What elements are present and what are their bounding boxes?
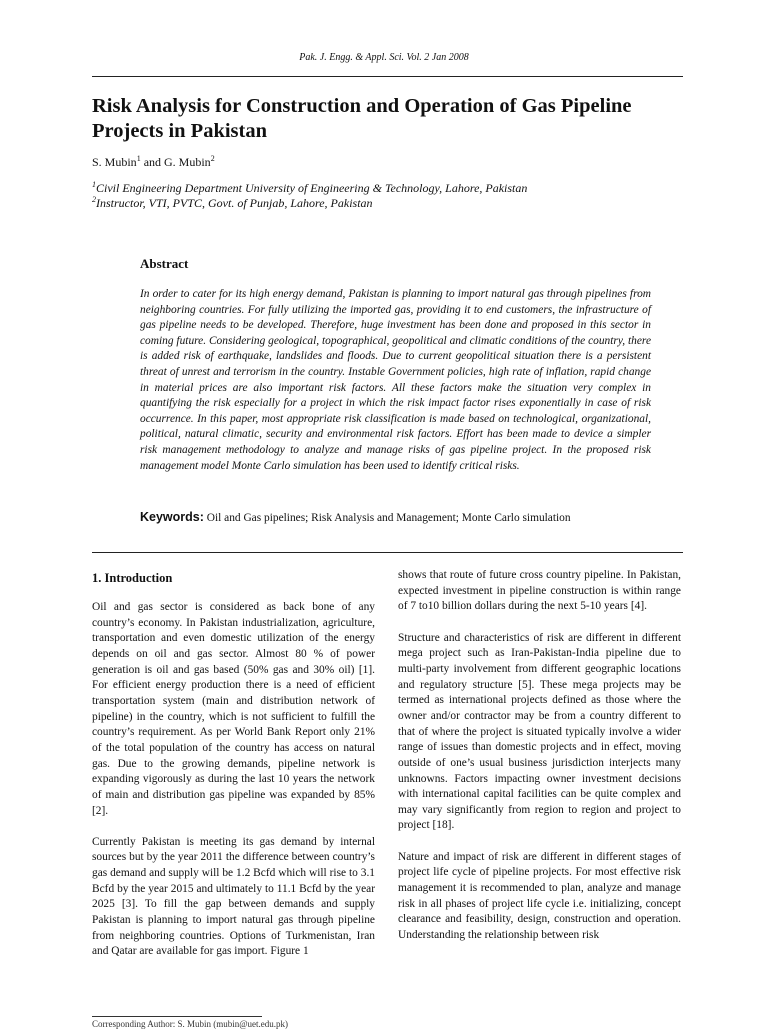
affiliation-mark: 1 [92,180,96,189]
author-line [92,155,215,170]
right-column [398,568,681,959]
abstract-text: In order to cater for its high energy demand, Pakistan is planning to import natural gas through pipelines from neighboring countries. For fully utilizing the imported gas, providing it to end customers, the infrastructure of gas pipeline needs to be developed. Therefore, huge investment has been done and proposed in this sector in coming future. Considering geological, topographical, geopolitical and climatic conditions of the country, there is added risk of earthquake, landslides and floods. Due to current geopolitical situation there is a persistent threat of unrest and terrorism in the country. Instable Government policies, high rate of inflation, rapid change in material prices are also important risk factors. All these factors make the situation very complex in quantifying the risk especially for a project in which the risk impact factor rises exponentially in case of risk occurrence. In this paper, most appropriate risk classification is made based on technological, organizational, political, natural climatic, security and environmental risk factors. Effort has been made to device a simpler risk management methodology to analyze and manage risks of gas pipeline project. In the proposed risk management model Monte Carlo simulation has been used to identify critical risks. [140,288,651,472]
affiliation-mark: 2 [92,195,96,204]
body-paragraph: Nature and impact of risk are different in different stages of project life cycle of pipeline projects. For most effective risk management it is recommended to plan, analyze and manage risk in all phases of project life cycle i.e. initializing, concept clearance and feasibility, design, construction and operation. Understanding the relationship between risk [398,850,681,942]
body-paragraph: Oil and gas sector is considered as back bone of any country’s economy. In Pakistan industrialization, agriculture, transportation and even domestic utilization of the energy depends on oil and gas sector. Almost 80 % of power generation is oil and gas based (50% gas and 30% oil) [1]. For efficient energy production there is a need of efficient transportation system (main and distribution network of pipeline) in the country, which is not sufficient to fulfill the country’s requirement. As per World Bank Report only 21% of the total population of the country has access on natural gas. Due to the growing demands, pipeline network is expanding vigorously as during the last 10 years the network of main and distribution gas pipeline was expanded by 85% [2]. [92,601,375,817]
author-name: G. Mubin [164,155,211,169]
left-column [92,570,375,976]
keywords-text: Oil and Gas pipelines; Risk Analysis and Management; Monte Carlo simulation [203,512,571,524]
abstract-heading: Abstract [140,256,189,271]
header-rule [92,76,683,77]
footnote: Corresponding Author: S. Mubin (mubin@uet.edu.pk) [92,1019,289,1029]
affiliation-text: Civil Engineering Department University of Engineering & Technology, Lahore, Pakistan [96,181,528,195]
keywords-label: Keywords: [140,510,204,524]
body-paragraph: shows that route of future cross country pipeline. In Pakistan, expected investment in pipeline construction is within range of 7 to10 billion dollars during the next 5-10 years [4]. [398,569,681,613]
journal-citation: Pak. J. Engg. & Appl. Sci. Vol. 2 Jan 2008 [299,52,469,63]
author-joiner: and [140,155,165,169]
affiliation-2 [92,196,373,211]
body-paragraph: Currently Pakistan is meeting its gas demand by internal sources but by the year 2011 the difference between country’s gas demand and supply will be 1.2 Bcfd which will rise to 3.1 Bcfd by the year 2015 and ultimately to 11.1 Bcfd by the year 2025 [3]. To fill the gap between demands and supply Pakistan is planning to import natural gas through pipeline from neighboring countries. Options of Turkmenistan, Iran and Qatar are available for gas import. Figure 1 [92,835,375,958]
footnote-rule [92,1016,262,1017]
section-heading: 1. Introduction [92,571,173,585]
author-affiliation-mark: 2 [210,154,215,163]
affiliation-text: Instructor, VTI, PVTC, Govt. of Punjab, Lahore, Pakistan [96,196,373,210]
paper-title: Risk Analysis for Construction and Operation of Gas Pipeline Projects in Pakistan [92,95,632,142]
keywords [140,510,680,524]
body-paragraph: Structure and characteristics of risk are different in different mega project such as Iran-Pakistan-India pipeline due to multi-party involvement from different geographic locations and regulatory structure [5]. These mega projects may be termed as international projects defined as those where the owner and/or contractor may be from a country different to that of where the project is situated typically involve a wider range of issues than domestic projects and in effect, moving outside of one’s usual business jurisdiction interjects many unknowns. Factors impacting owner investment decisions with international capital facilities can be quite complex and may vary significantly from region to region and project to project [18]. [398,631,681,832]
author-affiliation-mark: 1 [136,154,141,163]
author-name: S. Mubin [92,155,137,169]
abstract-rule [92,552,683,553]
affiliation-1 [92,181,527,196]
